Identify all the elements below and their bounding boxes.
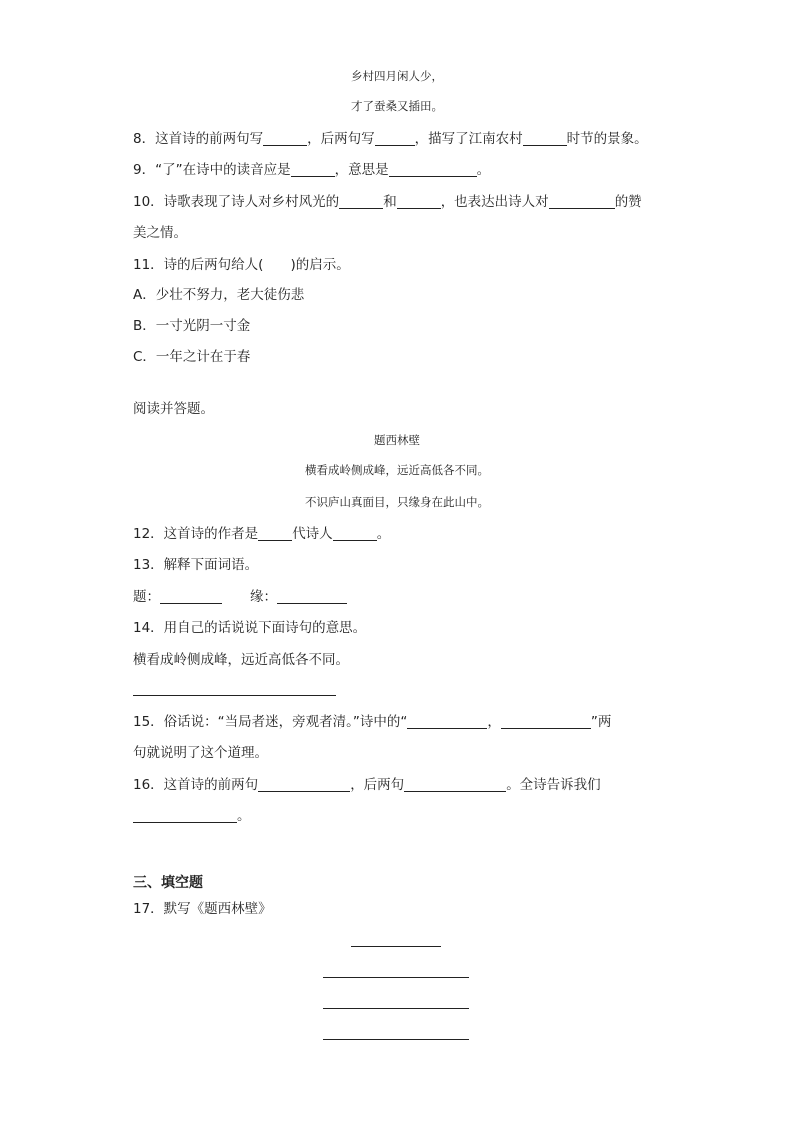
answer-blank[interactable]	[404, 777, 506, 792]
question-15: 15．俗话说：“当局者迷，旁观者清。”诗中的“ ， ”两	[133, 714, 612, 730]
question-15-cont: 句就说明了这个道理。	[133, 745, 268, 761]
answer-blank[interactable]	[333, 526, 377, 541]
question-9: 9．“了”在诗中的读音应是 ，意思是 。	[133, 162, 491, 178]
answer-blank[interactable]	[160, 589, 222, 604]
question-14: 14．用自己的话说说下面诗句的意思。	[133, 620, 367, 636]
question-13: 13．解释下面词语。	[133, 557, 259, 573]
answer-blank[interactable]	[389, 162, 477, 177]
section-heading: 三、填空题	[133, 875, 203, 891]
answer-blank[interactable]	[523, 131, 567, 146]
question-10-cont: 美之情。	[133, 225, 187, 241]
question-14-verse: 横看成岭侧成峰，远近高低各不同。	[133, 652, 349, 668]
answer-blank[interactable]	[375, 131, 415, 146]
option-a: A．少壮不努力，老大徒伤悲	[133, 287, 305, 303]
question-8: 8．这首诗的前两句写 ，后两句写 ，描写了江南农村 时节的景象。	[133, 131, 648, 147]
poem2-line: 横看成岭侧成峰，远近高低各不同。	[305, 463, 489, 477]
answer-blank[interactable]	[277, 589, 347, 604]
answer-blank[interactable]	[291, 162, 335, 177]
answer-blank[interactable]	[263, 131, 307, 146]
answer-line[interactable]	[323, 1008, 469, 1009]
poem2-line: 不识庐山真面目，只缘身在此山中。	[305, 495, 489, 509]
question-13-words: 题： 缘：	[133, 588, 347, 606]
answer-blank[interactable]	[133, 808, 237, 823]
answer-blank[interactable]	[407, 714, 487, 729]
question-11: 11．诗的后两句给人( )的启示。	[133, 257, 350, 273]
poem1-line: 才了蚕桑又插田。	[351, 99, 443, 113]
answer-line[interactable]	[351, 946, 441, 947]
answer-line[interactable]	[133, 695, 336, 696]
question-12: 12．这首诗的作者是 代诗人 。	[133, 526, 391, 542]
answer-blank[interactable]	[258, 777, 350, 792]
poem1-line: 乡村四月闲人少，	[351, 69, 443, 83]
answer-line[interactable]	[323, 1039, 469, 1040]
answer-line[interactable]	[323, 977, 469, 978]
option-b: B．一寸光阴一寸金	[133, 318, 251, 334]
question-17: 17．默写《题西林壁》	[133, 901, 272, 917]
question-10: 10．诗歌表现了诗人对乡村风光的 和 ，也表达出诗人对 的赞	[133, 194, 642, 210]
question-16-cont: 。	[133, 807, 251, 825]
reading-intro: 阅读并答题。	[133, 401, 214, 417]
answer-blank[interactable]	[258, 526, 292, 541]
answer-blank[interactable]	[501, 714, 591, 729]
answer-blank[interactable]	[339, 194, 383, 209]
option-c: C．一年之计在于春	[133, 349, 251, 365]
answer-blank[interactable]	[397, 194, 441, 209]
answer-blank[interactable]	[549, 194, 615, 209]
poem2-title: 题西林壁	[374, 433, 420, 447]
question-16: 16．这首诗的前两句 ，后两句 。全诗告诉我们	[133, 777, 601, 793]
